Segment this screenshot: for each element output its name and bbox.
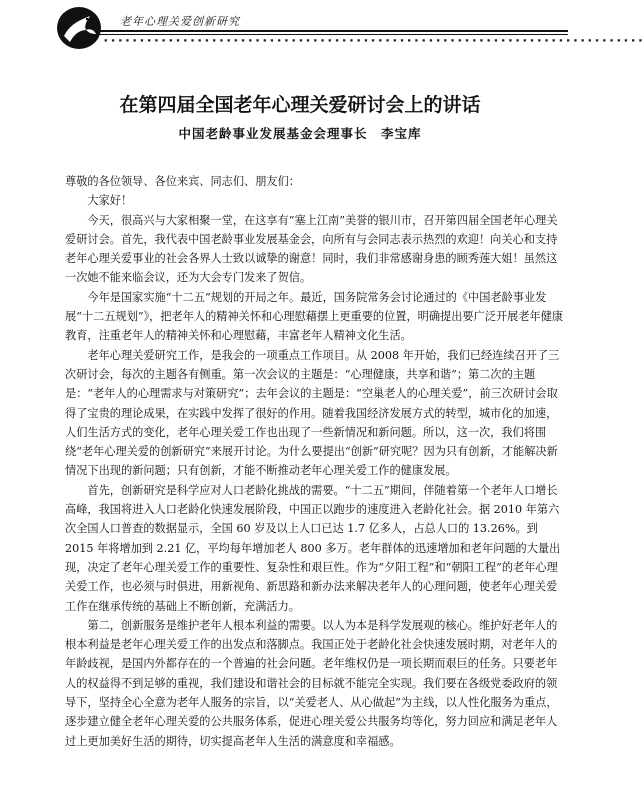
header-dot-rule: ▪ ▪ ▪ ▪ ▪ ▪ ▪ ▪ ▪ ▪ ▪ ▪ ▪ ▪ ▪ ▪ ▪ ▪ ▪ ▪ ▪ ▪ ▪ ▪ ▪ ▪ ▪ ▪ ▪ ▪ ▪ ▪ ▪ ▪ ▪ ▪ ▪ ▪ ▪ ▪ ▪ ▪ ▪ ▪ ▪ ▪ ▪ ▪ ▪ ▪ ▪ ▪ ▪ ▪ ▪ ▪ ▪ ▪ ▪ ▪ ▪ ▪ ▪ ▪ ▪ ▪ ▪ ▪ ▪ ▪ ▪ ▪ ▪ ▪ ▪ (104, 37, 642, 44)
paragraph: 今天，很高兴与大家相聚一堂，在这享有“塞上江南”美誉的银川市，召开第四届全国老年心理关爱研讨会。首先，我代表中国老龄事业发展基金会，向所有与会同志表示热烈的欢迎！向关心和支持老年心理关爱事业的社会各界人士致以诚挚的谢意！同时，我们非常感谢身患的顾秀莲大姐！虽然这一次她不能来临会议，还为大会专门发来了贺信。 (65, 213, 558, 285)
journal-title: 老年心理关爱创新研究 (120, 15, 240, 28)
article-byline: 中国老龄事业发展基金会理事长 李宝库 (178, 126, 422, 141)
article-body (65, 172, 565, 751)
greeting: 大家好！ (87, 194, 133, 208)
paragraph: 第二，创新服务是维护老年人根本利益的需要。以人为本是科学发展观的核心。维护好老年人的根本利益是老年心理关爱工作的出发点和落脚点。我国正处于老龄化社会快速发展时期，对老年人的年龄歧视，是国内外都存在的一个普遍的社会问题。老年维权仍是一项长期而艰巨的任务。只要老年人的权益得不到足够的重视，我们建设和谐社会的目标就不能完全实现。我们要在各级党委政府的领导下，坚持全心全意为老年人服务的宗旨，以“关爱老人、从心做起”为主线，以人性化服务为重点，逐步建立健全老年心理关爱的公共服务体系，促进心理关爱公共服务均等化，努力回应和满足老年人过上更加美好生活的期待，切实提高老年人生活的满意度和幸福感。 (65, 618, 558, 748)
article-title: 在第四届全国老年心理关爱研讨会上的讲话 (119, 94, 481, 116)
header-rule (98, 30, 568, 32)
paragraph: 今年是国家实施“十二五”规划的开局之年。最近，国务院常务会讨论通过的《中国老龄事业发展“十二五规划”》，把老年人的精神关怀和心理慰藉摆上更重要的位置，明确提出要广泛开展老年健康教育，注重老年人的精神关怀和心理慰藉，丰富老年人精神文化生活。 (65, 290, 564, 343)
paragraph: 老年心理关爱研究工作，是我会的一项重点工作项目。从 2008 年开始，我们已经连续召开了三次研讨会，每次的主题各有侧重。第一次会议的主题是：“心理健康，共享和谐”；第二次的主题是：“老年人的心理需求与对策研究”；去年会议的主题是：“空巢老人的心理关爱”，前三次研讨会取得了宝贵的理论成果，在实践中发挥了很好的作用。随着我国经济发展方式的转型，城市化的加速，人们生活方式的变化，老年心理关爱工作也出现了一些新情况和新问题。所以，这一次，我们将围绕“老年心理关爱的创新研究”来展开讨论。为什么要提出“创新”研究呢？因为只有创新，才能解决新情况下出现的新问题；只有创新，才能不断推动老年心理关爱工作的健康发展。 (65, 348, 560, 478)
dove-logo-icon (56, 6, 102, 50)
header-rule-thin (98, 34, 568, 35)
journal-header (0, 0, 642, 64)
salutation: 尊敬的各位领导、各位来宾、同志们、朋友们： (65, 175, 300, 188)
paragraph: 首先，创新研究是科学应对人口老龄化挑战的需要。“十二五”期间，伴随着第一个老年人口增长高峰，我国将进入人口老龄化快速发展阶段，中国正以跑步的速度进入老龄化社会。据 2010 年第六次全国人口普查的数据显示，全国 60 岁及以上人口已达 1.7 亿多人，占总人口的 13.26%。到 2015 年将增加到 2.21 亿，平均每年增加老人 800 多万。老年群体的迅速增加和老年问题的大量出现，决定了老年心理关爱工作的重要性、复杂性和艰巨性。作为“夕阳工程”和“朝阳工程”的老年心理关爱工作，也必须与时俱进，用新视角、新思路和新办法来解决老年人的心理问题，使老年心理关爱工作在继承传统的基础上不断创新，充满活力。 (65, 483, 561, 613)
